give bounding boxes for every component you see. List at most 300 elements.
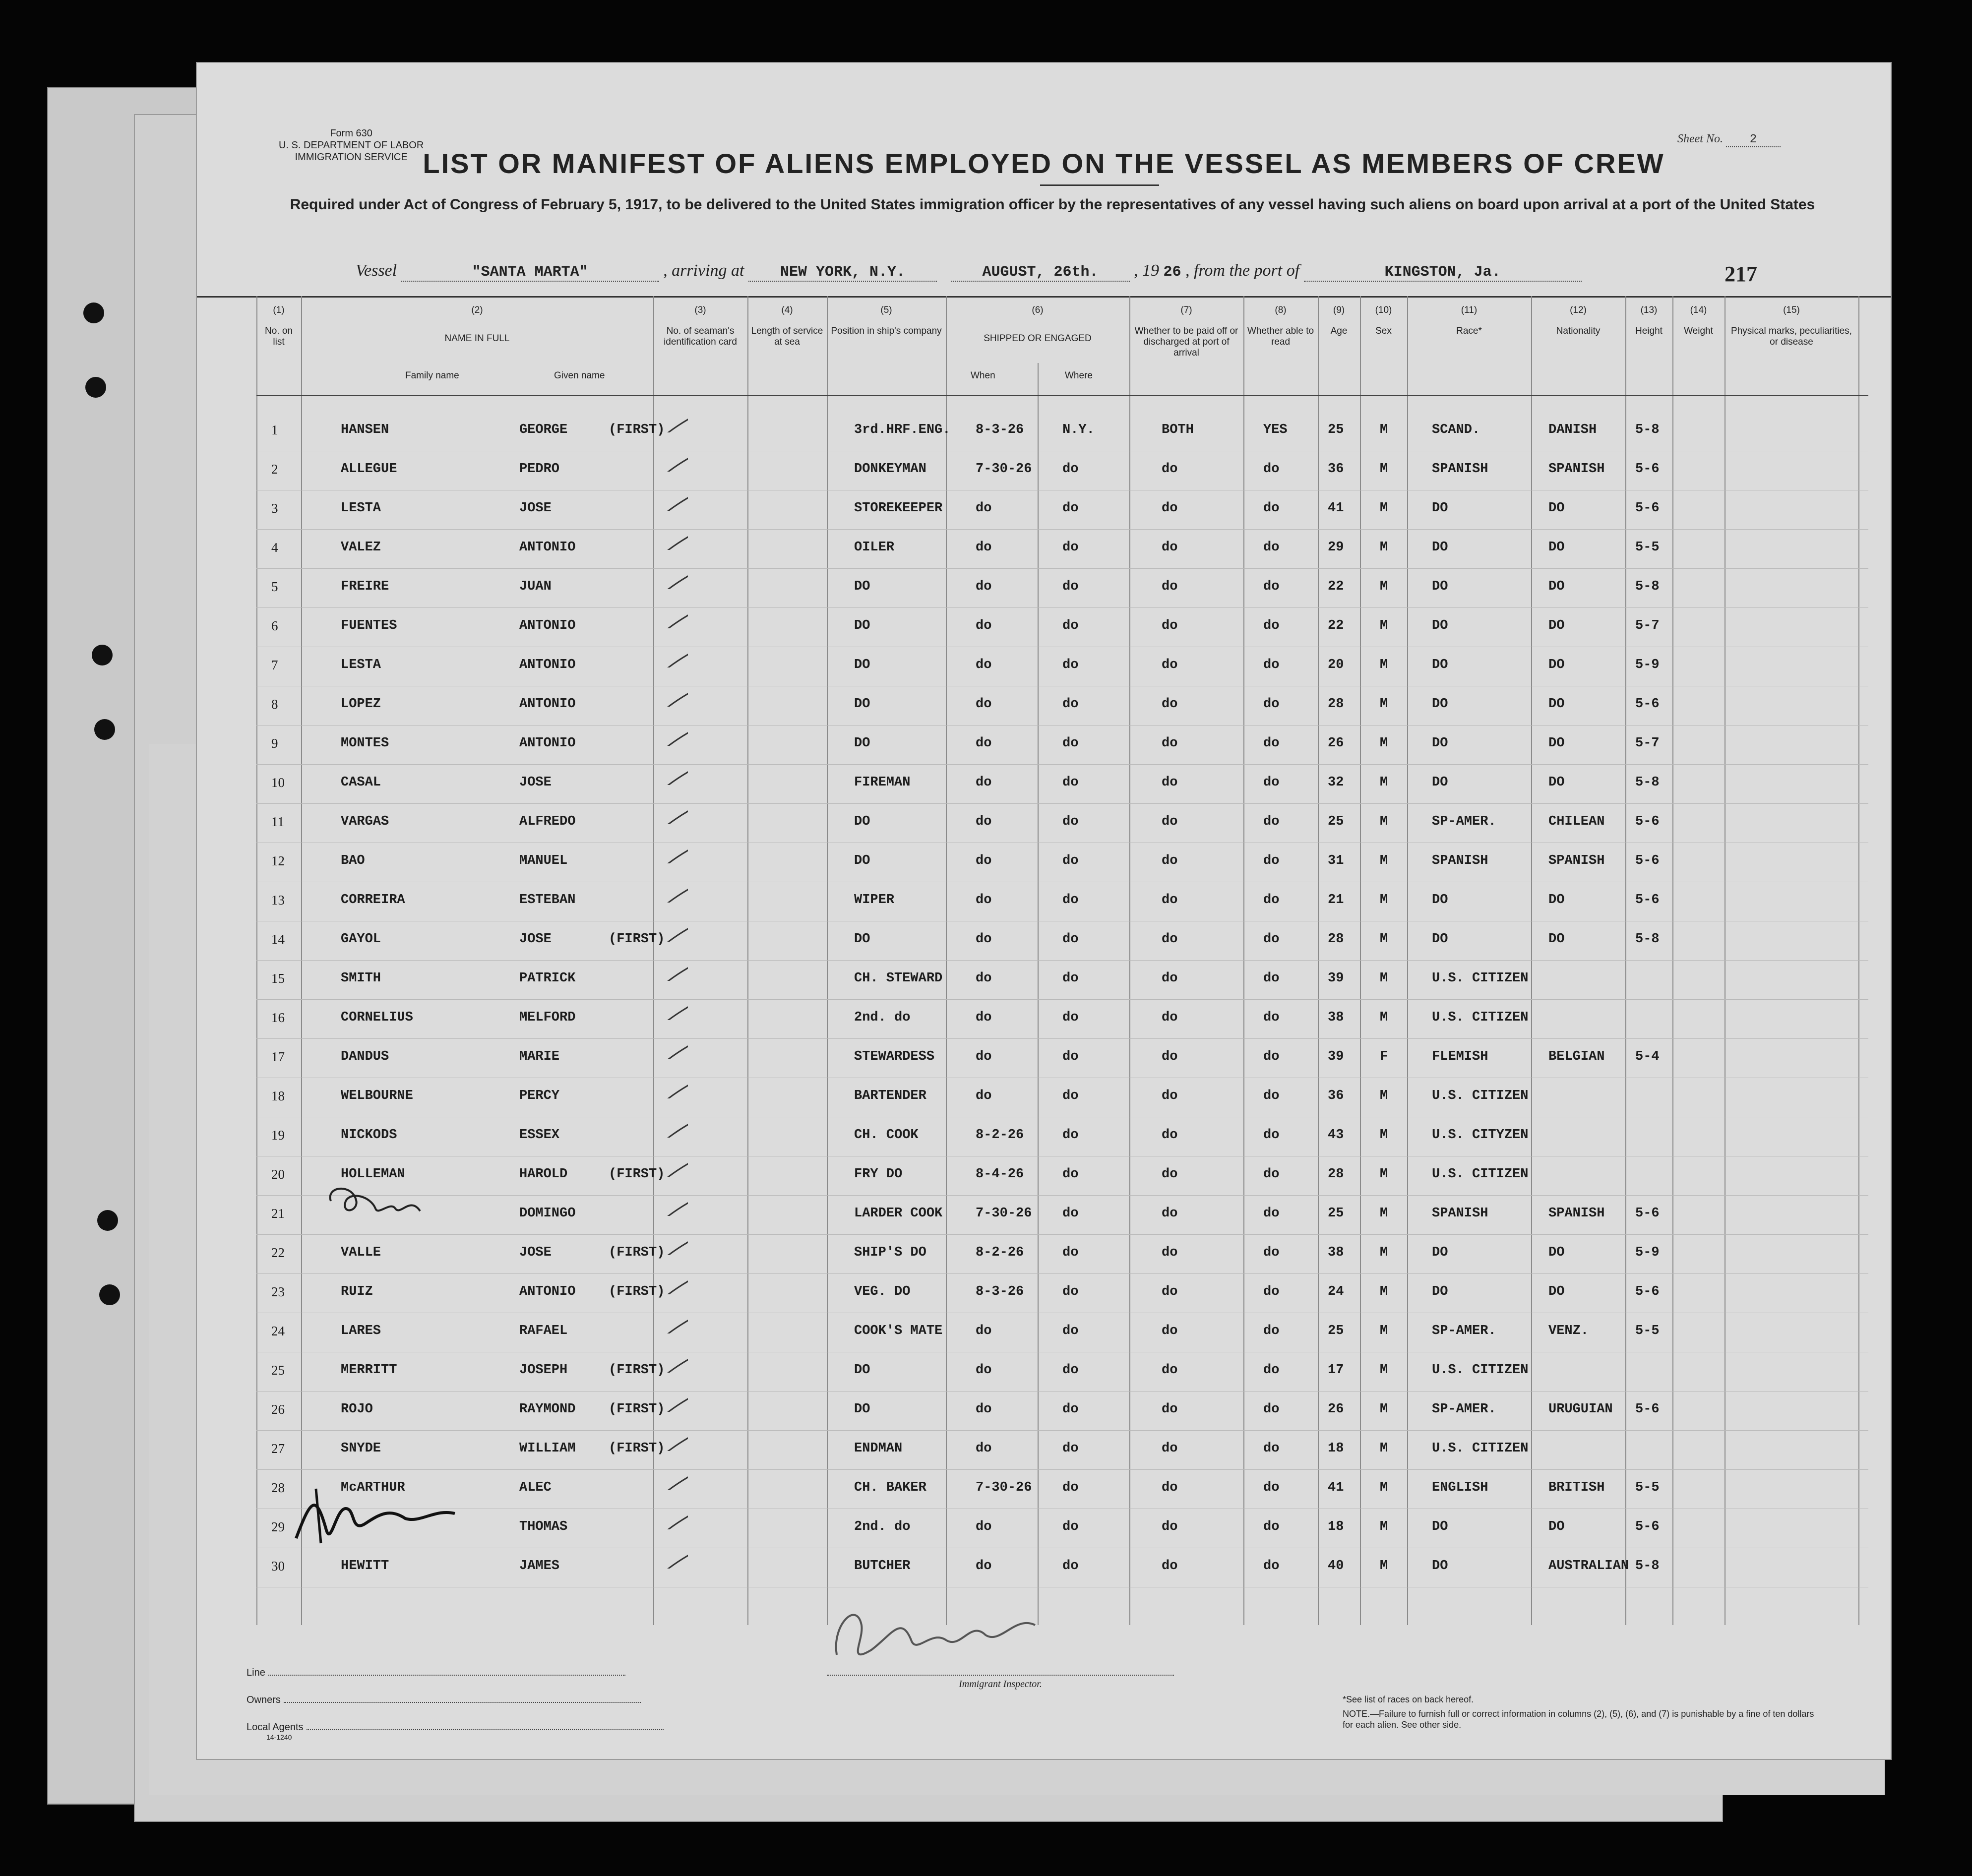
age: 28 bbox=[1328, 932, 1344, 947]
check-mark-icon bbox=[643, 912, 688, 942]
age: 43 bbox=[1328, 1128, 1344, 1143]
departure-port: KINGSTON, Ja. bbox=[1304, 264, 1582, 282]
paid-off: do bbox=[1162, 1519, 1178, 1534]
able-to-read: do bbox=[1263, 1559, 1280, 1573]
shipped-where: do bbox=[1062, 1324, 1079, 1338]
nationality: CHILEAN bbox=[1548, 814, 1605, 829]
check-mark-icon bbox=[643, 1265, 688, 1294]
check-mark-icon bbox=[643, 951, 688, 981]
row-number: 20 bbox=[271, 1167, 285, 1182]
row-number: 7 bbox=[271, 658, 278, 672]
paid-off: do bbox=[1162, 814, 1178, 829]
race: DO bbox=[1432, 932, 1448, 947]
family-name: MONTES bbox=[341, 736, 389, 751]
family-name: RUIZ bbox=[341, 1284, 373, 1299]
line-label: Line bbox=[246, 1667, 265, 1678]
race: DO bbox=[1432, 540, 1448, 555]
sex: M bbox=[1380, 893, 1388, 908]
paid-off: do bbox=[1162, 658, 1178, 672]
shipped-when: do bbox=[976, 1089, 992, 1103]
position: BUTCHER bbox=[854, 1559, 911, 1573]
paid-off: do bbox=[1162, 1206, 1178, 1221]
nationality: DO bbox=[1548, 540, 1565, 555]
family-name: GAYOL bbox=[341, 932, 381, 947]
shipped-where: do bbox=[1062, 540, 1079, 555]
position: DO bbox=[854, 658, 870, 672]
shipped-when: do bbox=[976, 932, 992, 947]
row-rule bbox=[256, 803, 1868, 804]
position: FIREMAN bbox=[854, 775, 911, 790]
race: SPANISH bbox=[1432, 853, 1488, 868]
sex: M bbox=[1380, 540, 1388, 555]
able-to-read: YES bbox=[1263, 423, 1288, 437]
height: 5-4 bbox=[1635, 1049, 1660, 1064]
agents-code: 14-1240 bbox=[266, 1733, 292, 1741]
vessel-name: "SANTA MARTA" bbox=[401, 264, 659, 282]
sex: M bbox=[1380, 658, 1388, 672]
height: 5-6 bbox=[1635, 814, 1660, 829]
family-name: ALLEGUE bbox=[341, 462, 397, 477]
column-label: Height bbox=[1635, 326, 1663, 336]
race: SP-AMER. bbox=[1432, 814, 1496, 829]
shipped-when: 8-3-26 bbox=[976, 1284, 1024, 1299]
position: CH. BAKER bbox=[854, 1480, 926, 1495]
race: DO bbox=[1432, 775, 1448, 790]
owners-field bbox=[246, 1694, 641, 1706]
column-label: Whether able to read bbox=[1247, 326, 1314, 347]
nationality: DO bbox=[1548, 736, 1565, 751]
nationality: DANISH bbox=[1548, 423, 1597, 437]
shipped-where: do bbox=[1062, 736, 1079, 751]
able-to-read: do bbox=[1263, 1049, 1280, 1064]
check-mark-icon bbox=[643, 442, 688, 472]
age: 32 bbox=[1328, 775, 1344, 790]
height: 5-8 bbox=[1635, 775, 1660, 790]
column-number: (5) bbox=[880, 305, 892, 315]
family-name: HEWITT bbox=[341, 1559, 389, 1573]
height: 5-8 bbox=[1635, 1559, 1660, 1573]
column-number: (3) bbox=[694, 305, 706, 315]
height: 5-8 bbox=[1635, 423, 1660, 437]
row-number: 21 bbox=[271, 1206, 285, 1221]
given-name: PERCY bbox=[519, 1089, 560, 1103]
able-to-read: do bbox=[1263, 1324, 1280, 1338]
race: FLEMISH bbox=[1432, 1049, 1488, 1064]
position: COOK'S MATE bbox=[854, 1324, 943, 1338]
check-mark-icon bbox=[643, 1069, 688, 1098]
given-name: ESTEBAN bbox=[519, 893, 576, 908]
name-note: (FIRST) bbox=[609, 1363, 665, 1378]
sex: M bbox=[1380, 423, 1388, 437]
sex: M bbox=[1380, 462, 1388, 477]
family-name-head: Family name bbox=[405, 370, 459, 381]
column-rule bbox=[1858, 296, 1859, 1625]
able-to-read: do bbox=[1263, 853, 1280, 868]
column-number: (4) bbox=[781, 305, 793, 315]
given-name: ANTONIO bbox=[519, 658, 576, 672]
arrival-date: AUGUST, 26th. bbox=[951, 264, 1130, 282]
row-rule bbox=[256, 960, 1868, 961]
check-mark-icon bbox=[643, 677, 688, 707]
race: U.S. CITIZEN bbox=[1432, 1363, 1529, 1378]
sex: M bbox=[1380, 853, 1388, 868]
punch-hole bbox=[92, 645, 113, 666]
race: DO bbox=[1432, 658, 1448, 672]
paid-off: do bbox=[1162, 462, 1178, 477]
row-number: 10 bbox=[271, 775, 285, 790]
given-name: MELFORD bbox=[519, 1010, 576, 1025]
arriving-label: , arriving at bbox=[663, 261, 744, 280]
check-mark-icon bbox=[643, 1343, 688, 1373]
nationality: DO bbox=[1548, 618, 1565, 633]
nationality: DO bbox=[1548, 1519, 1565, 1534]
position: ENDMAN bbox=[854, 1441, 903, 1456]
row-number: 30 bbox=[271, 1559, 285, 1573]
position: DONKEYMAN bbox=[854, 462, 926, 477]
nationality: AUSTRALIAN bbox=[1548, 1559, 1629, 1573]
sex: M bbox=[1380, 1245, 1388, 1260]
shipped-where: do bbox=[1062, 658, 1079, 672]
column-number: (10) bbox=[1375, 305, 1392, 315]
race: DO bbox=[1432, 736, 1448, 751]
sex: M bbox=[1380, 932, 1388, 947]
race: DO bbox=[1432, 1284, 1448, 1299]
handwritten-signature bbox=[321, 1181, 440, 1236]
name-note: (FIRST) bbox=[609, 423, 665, 437]
column-rule bbox=[827, 296, 828, 1625]
column-number: (13) bbox=[1640, 305, 1658, 315]
race: DO bbox=[1432, 1519, 1448, 1534]
shipped-when: do bbox=[976, 893, 992, 908]
family-name: BAO bbox=[341, 853, 365, 868]
family-name: WELBOURNE bbox=[341, 1089, 413, 1103]
shipped-when: do bbox=[976, 579, 992, 594]
nationality: VENZ. bbox=[1548, 1324, 1589, 1338]
able-to-read: do bbox=[1263, 1284, 1280, 1299]
nationality: DO bbox=[1548, 775, 1565, 790]
check-mark-icon bbox=[643, 638, 688, 667]
nationality: BRITISH bbox=[1548, 1480, 1605, 1495]
column-number: (1) bbox=[273, 305, 285, 315]
nationality: DO bbox=[1548, 1284, 1565, 1299]
paid-off: do bbox=[1162, 540, 1178, 555]
sex: M bbox=[1380, 1363, 1388, 1378]
owners-blank bbox=[284, 1702, 641, 1703]
position: DO bbox=[854, 579, 870, 594]
shipped-when: do bbox=[976, 1402, 992, 1417]
race: DO bbox=[1432, 618, 1448, 633]
handwritten-signature bbox=[286, 1479, 475, 1553]
height: 5-7 bbox=[1635, 618, 1660, 633]
age: 41 bbox=[1328, 1480, 1344, 1495]
family-name: HOLLEMAN bbox=[341, 1167, 405, 1182]
family-name: HANSEN bbox=[341, 423, 389, 437]
given-name: RAFAEL bbox=[519, 1324, 568, 1338]
position: CH. STEWARD bbox=[854, 971, 943, 986]
race: U.S. CITYZEN bbox=[1432, 1128, 1529, 1143]
shipped-when: 8-2-26 bbox=[976, 1245, 1024, 1260]
agents-blank bbox=[307, 1729, 664, 1730]
sex: M bbox=[1380, 1480, 1388, 1495]
position: 2nd. do bbox=[854, 1010, 911, 1025]
able-to-read: do bbox=[1263, 1010, 1280, 1025]
family-name: McARTHUR bbox=[341, 1480, 405, 1495]
position: STOREKEEPER bbox=[854, 501, 943, 516]
punch-hole bbox=[94, 719, 115, 740]
paid-off: do bbox=[1162, 1167, 1178, 1182]
column-number: (15) bbox=[1783, 305, 1800, 315]
row-number: 23 bbox=[271, 1284, 285, 1299]
shipped-where: do bbox=[1062, 814, 1079, 829]
family-name: FUENTES bbox=[341, 618, 397, 633]
row-rule bbox=[256, 1234, 1868, 1235]
family-name: SNYDE bbox=[341, 1441, 381, 1456]
age: 36 bbox=[1328, 1089, 1344, 1103]
row-number: 16 bbox=[271, 1010, 285, 1025]
row-rule bbox=[256, 725, 1868, 726]
sex: M bbox=[1380, 1128, 1388, 1143]
check-mark-icon bbox=[643, 1382, 688, 1412]
line-field bbox=[246, 1667, 625, 1679]
nationality: URUGUIAN bbox=[1548, 1402, 1613, 1417]
position: DO bbox=[854, 1363, 870, 1378]
height: 5-9 bbox=[1635, 1245, 1660, 1260]
race: DO bbox=[1432, 501, 1448, 516]
position: VEG. DO bbox=[854, 1284, 911, 1299]
position: DO bbox=[854, 814, 870, 829]
height: 5-9 bbox=[1635, 658, 1660, 672]
sex: M bbox=[1380, 1284, 1388, 1299]
age: 18 bbox=[1328, 1441, 1344, 1456]
given-name: ANTONIO bbox=[519, 697, 576, 712]
check-mark-icon bbox=[643, 1029, 688, 1059]
able-to-read: do bbox=[1263, 971, 1280, 986]
row-number: 3 bbox=[271, 501, 278, 516]
shipped-when: do bbox=[976, 658, 992, 672]
check-mark-icon bbox=[643, 1304, 688, 1333]
paid-off: do bbox=[1162, 1049, 1178, 1064]
shipped-when: do bbox=[976, 775, 992, 790]
shipped-when: do bbox=[976, 1363, 992, 1378]
paid-off: do bbox=[1162, 1128, 1178, 1143]
given-name: JOSE bbox=[519, 775, 552, 790]
shipped-where: do bbox=[1062, 893, 1079, 908]
shipped-where: do bbox=[1062, 1519, 1079, 1534]
check-mark-icon bbox=[643, 1460, 688, 1490]
height: 5-5 bbox=[1635, 540, 1660, 555]
row-rule bbox=[256, 1391, 1868, 1392]
paid-off: do bbox=[1162, 1559, 1178, 1573]
shipped-where: do bbox=[1062, 1441, 1079, 1456]
height: 5-6 bbox=[1635, 853, 1660, 868]
age: 40 bbox=[1328, 1559, 1344, 1573]
owners-label: Owners bbox=[246, 1694, 281, 1705]
height: 5-5 bbox=[1635, 1480, 1660, 1495]
row-number: 12 bbox=[271, 853, 285, 868]
given-name: THOMAS bbox=[519, 1519, 568, 1534]
age: 22 bbox=[1328, 579, 1344, 594]
column-rule bbox=[1318, 296, 1319, 1625]
sex: M bbox=[1380, 1089, 1388, 1103]
paid-off: do bbox=[1162, 1284, 1178, 1299]
year-prefix: , 19 bbox=[1134, 261, 1159, 280]
position: DO bbox=[854, 697, 870, 712]
given-name: PATRICK bbox=[519, 971, 576, 986]
sex: M bbox=[1380, 1167, 1388, 1182]
column-rule bbox=[1725, 296, 1726, 1625]
paid-off: do bbox=[1162, 1480, 1178, 1495]
given-name: ANTONIO bbox=[519, 1284, 576, 1299]
age: 41 bbox=[1328, 501, 1344, 516]
shipped-when: 8-3-26 bbox=[976, 423, 1024, 437]
race: SP-AMER. bbox=[1432, 1402, 1496, 1417]
shipped-when: do bbox=[976, 971, 992, 986]
position: STEWARDESS bbox=[854, 1049, 935, 1064]
shipped-where: do bbox=[1062, 1049, 1079, 1064]
age: 26 bbox=[1328, 736, 1344, 751]
column-label: Age bbox=[1330, 326, 1348, 336]
row-number: 1 bbox=[271, 423, 278, 437]
check-mark-icon bbox=[643, 1421, 688, 1451]
age: 22 bbox=[1328, 618, 1344, 633]
sex: M bbox=[1380, 1010, 1388, 1025]
shipped-when: do bbox=[976, 853, 992, 868]
shipped-where: do bbox=[1062, 1480, 1079, 1495]
able-to-read: do bbox=[1263, 1402, 1280, 1417]
able-to-read: do bbox=[1263, 579, 1280, 594]
able-to-read: do bbox=[1263, 814, 1280, 829]
age: 20 bbox=[1328, 658, 1344, 672]
column-rule bbox=[1038, 363, 1039, 1625]
check-mark-icon bbox=[643, 1147, 688, 1177]
paid-off: do bbox=[1162, 1010, 1178, 1025]
nationality: BELGIAN bbox=[1548, 1049, 1605, 1064]
column-label: NAME IN FULL bbox=[444, 333, 510, 344]
row-rule bbox=[256, 764, 1868, 765]
paid-off: BOTH bbox=[1162, 423, 1194, 437]
able-to-read: do bbox=[1263, 932, 1280, 947]
check-mark-icon bbox=[643, 873, 688, 903]
agents-label: Local Agents bbox=[246, 1722, 304, 1733]
name-note: (FIRST) bbox=[609, 1402, 665, 1417]
shipped-where: do bbox=[1062, 775, 1079, 790]
row-number: 11 bbox=[271, 814, 284, 829]
row-rule bbox=[256, 1469, 1868, 1470]
family-name: LESTA bbox=[341, 658, 381, 672]
sex: M bbox=[1380, 1519, 1388, 1534]
shipped-where: do bbox=[1062, 932, 1079, 947]
row-number: 17 bbox=[271, 1049, 285, 1064]
family-name: LESTA bbox=[341, 501, 381, 516]
height: 5-6 bbox=[1635, 893, 1660, 908]
paid-off: do bbox=[1162, 775, 1178, 790]
punch-hole bbox=[83, 303, 104, 323]
nationality: DO bbox=[1548, 697, 1565, 712]
paid-off: do bbox=[1162, 579, 1178, 594]
shipped-where: do bbox=[1062, 1128, 1079, 1143]
age: 17 bbox=[1328, 1363, 1344, 1378]
punch-hole bbox=[85, 377, 106, 398]
able-to-read: do bbox=[1263, 1206, 1280, 1221]
given-name: GEORGE bbox=[519, 423, 568, 437]
able-to-read: do bbox=[1263, 618, 1280, 633]
height: 5-8 bbox=[1635, 932, 1660, 947]
position: OILER bbox=[854, 540, 895, 555]
column-label: Position in ship's company bbox=[831, 326, 942, 336]
able-to-read: do bbox=[1263, 1363, 1280, 1378]
given-name: HAROLD bbox=[519, 1167, 568, 1182]
paid-off: do bbox=[1162, 971, 1178, 986]
column-label: Length of service at sea bbox=[751, 326, 823, 347]
shipped-when: do bbox=[976, 736, 992, 751]
age: 38 bbox=[1328, 1010, 1344, 1025]
race: DO bbox=[1432, 1559, 1448, 1573]
family-name: LARES bbox=[341, 1324, 381, 1338]
row-number: 14 bbox=[271, 932, 285, 947]
shipped-where: do bbox=[1062, 1363, 1079, 1378]
race: DO bbox=[1432, 697, 1448, 712]
shipped-where: do bbox=[1062, 1206, 1079, 1221]
age: 28 bbox=[1328, 1167, 1344, 1182]
height: 5-6 bbox=[1635, 501, 1660, 516]
paid-off: do bbox=[1162, 1402, 1178, 1417]
check-mark-icon bbox=[643, 1500, 688, 1529]
shipped-when: do bbox=[976, 697, 992, 712]
age: 38 bbox=[1328, 1245, 1344, 1260]
position: SHIP'S DO bbox=[854, 1245, 926, 1260]
column-label: Race* bbox=[1456, 326, 1482, 336]
given-name: ANTONIO bbox=[519, 618, 576, 633]
given-name: RAYMOND bbox=[519, 1402, 576, 1417]
column-number: (14) bbox=[1690, 305, 1707, 315]
position: 3rd.HRF.ENG. bbox=[854, 423, 951, 437]
row-number: 13 bbox=[271, 893, 285, 908]
check-mark-icon bbox=[643, 794, 688, 824]
check-mark-icon bbox=[643, 1539, 688, 1569]
given-name: DOMINGO bbox=[519, 1206, 576, 1221]
shipped-when: do bbox=[976, 1441, 992, 1456]
paid-off: do bbox=[1162, 932, 1178, 947]
age: 25 bbox=[1328, 423, 1344, 437]
check-mark-icon bbox=[643, 520, 688, 550]
row-number: 5 bbox=[271, 579, 278, 594]
row-number: 19 bbox=[271, 1128, 285, 1143]
row-number: 2 bbox=[271, 462, 278, 477]
service: IMMIGRATION SERVICE bbox=[295, 152, 408, 163]
name-note: (FIRST) bbox=[609, 1167, 665, 1182]
page-number: 217 bbox=[1725, 262, 1757, 286]
check-mark-icon bbox=[643, 403, 688, 432]
sex: M bbox=[1380, 1206, 1388, 1221]
able-to-read: do bbox=[1263, 1245, 1280, 1260]
column-label: No. on list bbox=[265, 326, 293, 347]
punch-hole bbox=[97, 1210, 118, 1231]
family-name: SMITH bbox=[341, 971, 381, 986]
shipped-when: do bbox=[976, 618, 992, 633]
title-rule bbox=[1040, 184, 1159, 186]
race: U.S. CITIZEN bbox=[1432, 1010, 1529, 1025]
sex: M bbox=[1380, 1441, 1388, 1456]
row-rule bbox=[256, 1195, 1868, 1196]
races-note: *See list of races on back hereof. bbox=[1343, 1694, 1474, 1704]
family-name: NICKODS bbox=[341, 1128, 397, 1143]
check-mark-icon bbox=[643, 1225, 688, 1255]
position: DO bbox=[854, 736, 870, 751]
shipped-when: 7-30-26 bbox=[976, 462, 1032, 477]
shipped-where: do bbox=[1062, 1010, 1079, 1025]
column-number: (2) bbox=[471, 305, 483, 315]
shipped-where: do bbox=[1062, 1284, 1079, 1299]
